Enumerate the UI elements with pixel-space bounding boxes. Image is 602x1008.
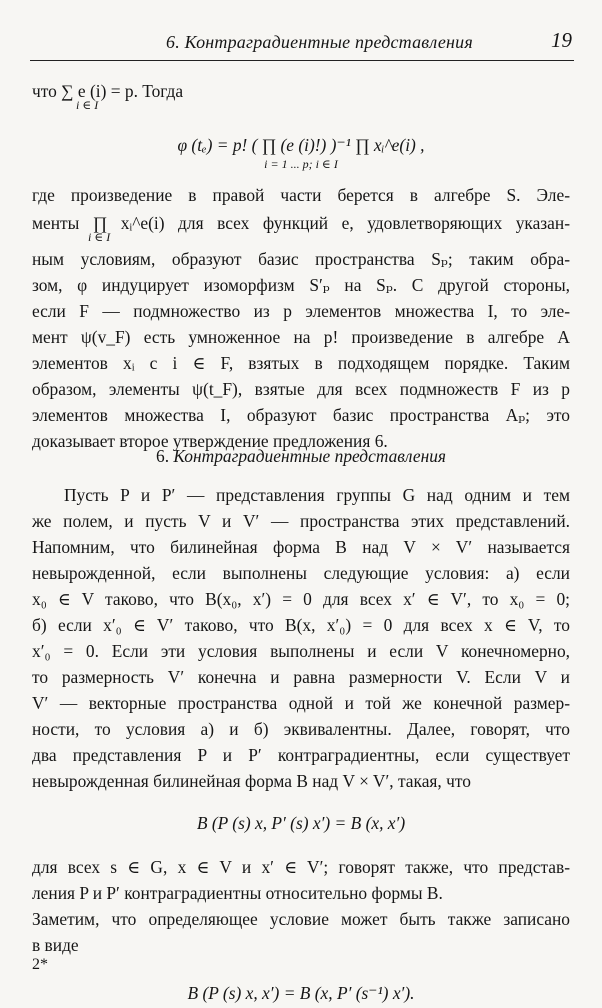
text-line-2: где произведение в правой части берется в алгебре S. Эле- — [32, 185, 570, 205]
paragraph-line-6: б) если x′₀ ∈ V′ таково, что B(x, x′₀) = 0 для всех x ∈ V, то — [32, 615, 570, 635]
paragraph-line-9: V′ — векторные пространства одной и той же конечной размер- — [32, 693, 570, 713]
paragraph-line-10: ности, то условия а) и б) эквивалентны. Далее, говорят, что — [32, 719, 570, 739]
text-line-1: что ∑ e (i) = p. Тогда — [32, 81, 184, 101]
formula-phi-t-e: φ (tₑ) = p! ( ∏ (e (i)!) )⁻¹ ∏ xᵢ^e(i) , — [177, 135, 425, 155]
section-number: 6. — [156, 446, 170, 466]
text-line-10: элементов множества I, образуют базис пространства Aₚ; это — [32, 405, 570, 425]
paragraph-line-15: Заметим, что определяющее условие может быть также записано — [32, 909, 570, 929]
product-index: i ∈ I — [88, 230, 111, 244]
section-title: Контраградиентные представления — [173, 446, 446, 466]
paragraph-line-13: для всех s ∈ G, x ∈ V и x′ ∈ V′; говорят также, что представ- — [32, 857, 570, 877]
paragraph-line-12: невырожденная билинейная форма B над V × V′, такая, что — [32, 771, 471, 791]
text-line-11: доказывает второе утверждение предложения 6. — [32, 431, 388, 451]
formula-equivalent-condition: B (P (s) x, x′) = B (x, P′ (s⁻¹) x′). — [187, 983, 415, 1003]
text-line-6: если F — подмножество из p элементов множества I, то эле- — [32, 301, 570, 321]
running-head-title: 6. Контраградиентные представления — [166, 32, 473, 52]
running-header — [30, 28, 574, 61]
text-line-8: элементов xᵢ с i ∈ F, взятых в подходящем порядке. Таким — [32, 353, 570, 373]
text-line-9: образом, элементы ψ(t_F), взятые для всех подмножеств F из p — [32, 379, 570, 399]
signature-mark: 2* — [32, 956, 48, 973]
paragraph-line-2: же полем, и пусть V и V′ — пространства этих представлений. — [32, 511, 570, 531]
formula-contragredient-condition: B (P (s) x, P′ (s) x′) = B (x, x′) — [196, 813, 406, 833]
text-line-4: ным условиям, образуют базис пространства Sₚ; таким обра- — [32, 249, 570, 269]
section-heading — [32, 442, 570, 470]
paragraph-line-3: Напомним, что билинейная форма B над V × V′ называется — [32, 537, 570, 557]
text-line-7: мент ψ(v_F) есть умноженное на p! произведение в алгебре A — [32, 327, 570, 347]
paragraph-line-8: то размерность V′ конечна и равна размерности V. Если V и — [32, 667, 570, 687]
paragraph-line-14: ления P и P′ контраградиентны относительно формы B. — [32, 883, 443, 903]
paragraph-line-1: Пусть P и P′ — представления группы G над одним и тем — [64, 485, 570, 505]
text-line-3: менты ∏ xᵢ^e(i) для всех функций e, удовлетворяющих указан- — [32, 213, 570, 233]
paragraph-line-4: невырожденной, если выполнены следующие условия: а) если — [32, 563, 570, 583]
formula-phi-indices: i = 1 ... p; i ∈ I — [264, 157, 338, 171]
summation-index: i ∈ I — [76, 98, 99, 112]
page-number: 19 — [551, 28, 572, 52]
paragraph-line-11: два представления P и P′ контраградиентны, если существует — [32, 745, 570, 765]
text-line-5: зом, φ индуцирует изоморфизм S′ₚ на Sₚ. С другой стороны, — [32, 275, 570, 295]
paragraph-line-16: в виде — [32, 935, 79, 955]
paragraph-line-7: x′₀ = 0. Если эти условия выполнены и если V конечномерно, — [32, 641, 570, 661]
paragraph-line-5: x₀ ∈ V таково, что B(x₀, x′) = 0 для всех x′ ∈ V′, то x₀ = 0; — [32, 589, 570, 609]
